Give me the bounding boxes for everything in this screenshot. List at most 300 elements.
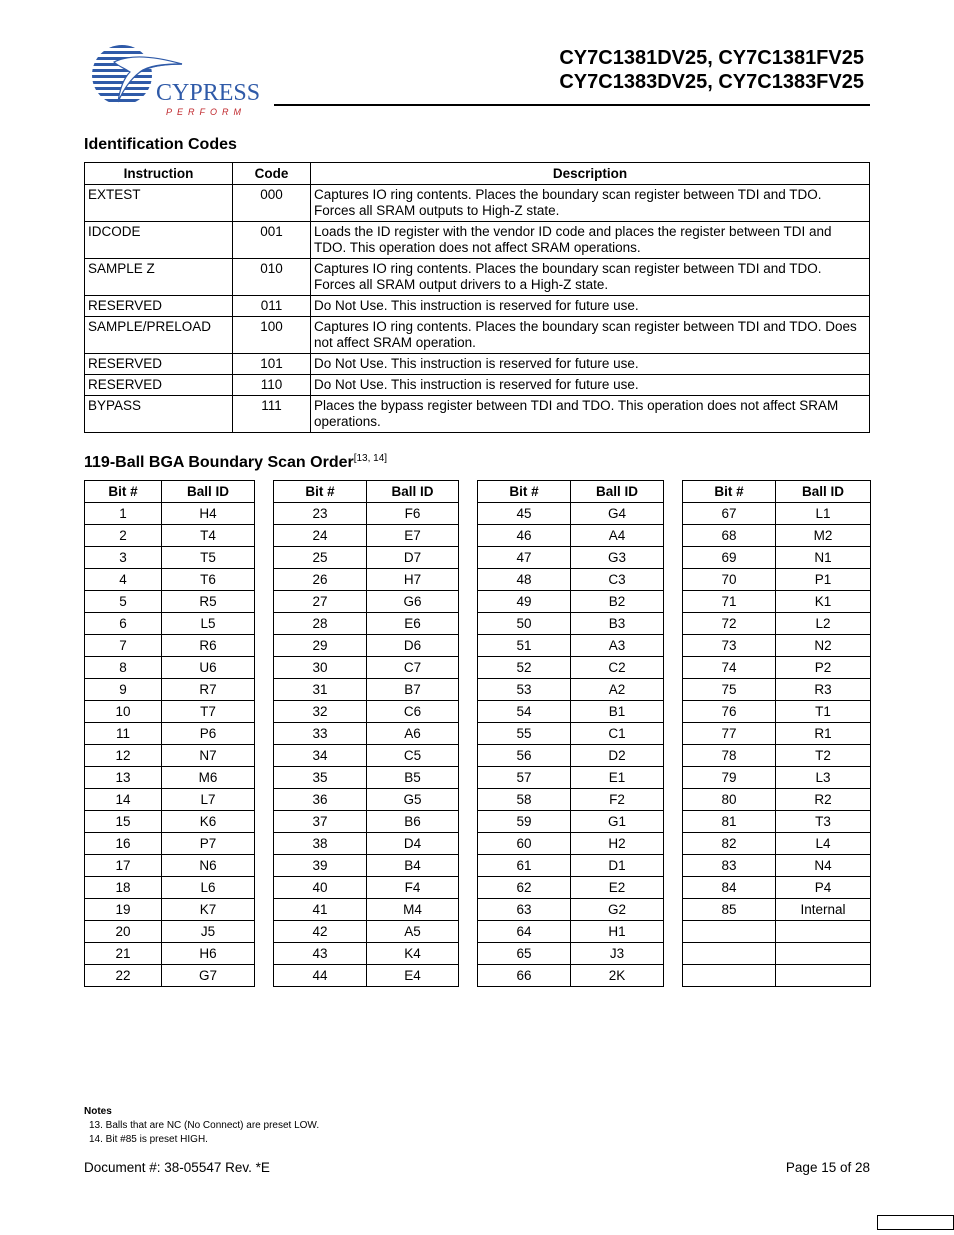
ball-id-cell [776, 943, 871, 965]
boundary-scan-table-3 [477, 480, 664, 987]
ball-id-cell: T3 [776, 811, 871, 833]
table-row [683, 965, 871, 987]
bit-cell: 55 [478, 723, 571, 745]
table-row [683, 855, 871, 877]
ball-id-cell [776, 965, 871, 987]
ball-id-cell: L3 [776, 767, 871, 789]
table-row [478, 833, 664, 855]
ball-id-cell: P1 [776, 569, 871, 591]
ball-id-cell: C2 [571, 657, 664, 679]
table-row [85, 296, 870, 317]
bit-cell: 16 [85, 833, 162, 855]
bit-cell: 48 [478, 569, 571, 591]
table-row [274, 569, 459, 591]
bit-cell: 49 [478, 591, 571, 613]
bit-cell: 38 [274, 833, 367, 855]
table-row [478, 701, 664, 723]
table-row [85, 657, 255, 679]
bit-cell: 71 [683, 591, 776, 613]
description-cell: Places the bypass register between TDI and TDO. This operation does not affect SRAM operations. [311, 396, 870, 433]
table-row [683, 745, 871, 767]
bit-cell: 30 [274, 657, 367, 679]
code-cell: 010 [233, 259, 311, 296]
ball-id-cell: R1 [776, 723, 871, 745]
bit-cell: 40 [274, 877, 367, 899]
ball-id-cell: M2 [776, 525, 871, 547]
bit-cell: 42 [274, 921, 367, 943]
table-row [478, 591, 664, 613]
table-row [683, 591, 871, 613]
ball-id-cell: R6 [162, 635, 255, 657]
bit-cell [683, 921, 776, 943]
ball-id-cell: R5 [162, 591, 255, 613]
bit-cell: 1 [85, 503, 162, 525]
bit-cell: 23 [274, 503, 367, 525]
cypress-logo [84, 44, 274, 118]
code-cell: 110 [233, 375, 311, 396]
ball-id-cell: R7 [162, 679, 255, 701]
bit-cell: 70 [683, 569, 776, 591]
table-row [478, 943, 664, 965]
table-row [478, 679, 664, 701]
bit-cell: 11 [85, 723, 162, 745]
table-row [274, 591, 459, 613]
instruction-cell: BYPASS [85, 396, 233, 433]
ball-id-cell: F4 [367, 877, 459, 899]
ball-id-cell: N1 [776, 547, 871, 569]
bit-cell: 5 [85, 591, 162, 613]
ball-id-cell: H4 [162, 503, 255, 525]
description-cell: Do Not Use. This instruction is reserved for future use. [311, 354, 870, 375]
table-row [85, 723, 255, 745]
table-row [683, 723, 871, 745]
table-header-row [274, 481, 459, 503]
table-row [683, 877, 871, 899]
bit-cell: 34 [274, 745, 367, 767]
code-cell: 111 [233, 396, 311, 433]
ball-id-cell: P4 [776, 877, 871, 899]
table-row [85, 833, 255, 855]
ball-id-cell: G5 [367, 789, 459, 811]
table-row [683, 833, 871, 855]
code-cell: 101 [233, 354, 311, 375]
bit-cell: 9 [85, 679, 162, 701]
col-ball-id: Ball ID [367, 481, 459, 503]
bit-cell: 47 [478, 547, 571, 569]
ball-id-cell: K4 [367, 943, 459, 965]
description-cell: Loads the ID register with the vendor ID code and places the register between TDI and TDO. This operation does not affect SRAM operations. [311, 222, 870, 259]
table-row [85, 547, 255, 569]
ball-id-cell: E2 [571, 877, 664, 899]
bit-cell: 79 [683, 767, 776, 789]
col-bit: Bit # [683, 481, 776, 503]
bit-cell: 68 [683, 525, 776, 547]
bit-cell: 24 [274, 525, 367, 547]
ball-id-cell: C3 [571, 569, 664, 591]
ball-id-cell: G1 [571, 811, 664, 833]
description-cell: Captures IO ring contents. Places the boundary scan register between TDI and TDO. Forces all SRAM output drivers to a High-Z state. [311, 259, 870, 296]
table-row [683, 767, 871, 789]
bit-cell: 56 [478, 745, 571, 767]
bit-cell: 83 [683, 855, 776, 877]
title-line-1: CY7C1381DV25, CY7C1381FV25 [559, 47, 864, 69]
boundary-scan-heading: 119-Ball BGA Boundary Scan Order[13, 14] [84, 453, 388, 471]
ball-id-cell: 2K [571, 965, 664, 987]
bit-cell: 10 [85, 701, 162, 723]
ball-id-cell: D1 [571, 855, 664, 877]
header-rule [274, 104, 870, 106]
bit-cell: 63 [478, 899, 571, 921]
table-row [478, 745, 664, 767]
bit-cell: 33 [274, 723, 367, 745]
table-row [478, 723, 664, 745]
bit-cell: 65 [478, 943, 571, 965]
table-row [274, 657, 459, 679]
bit-cell: 59 [478, 811, 571, 833]
bit-cell: 69 [683, 547, 776, 569]
ball-id-cell: H2 [571, 833, 664, 855]
table-row [85, 375, 870, 396]
footnote-refs: [13, 14] [353, 453, 388, 464]
col-instruction: Instruction [85, 163, 233, 185]
instruction-cell: IDCODE [85, 222, 233, 259]
table-row [478, 547, 664, 569]
bit-cell: 39 [274, 855, 367, 877]
bit-cell: 6 [85, 613, 162, 635]
table-row [683, 569, 871, 591]
ball-id-cell: B4 [367, 855, 459, 877]
bit-cell: 57 [478, 767, 571, 789]
bit-cell: 52 [478, 657, 571, 679]
table-row [478, 657, 664, 679]
ball-id-cell: E6 [367, 613, 459, 635]
ball-id-cell: E7 [367, 525, 459, 547]
table-row [85, 811, 255, 833]
table-row [683, 613, 871, 635]
table-row [274, 547, 459, 569]
code-cell: 011 [233, 296, 311, 317]
table-row [683, 921, 871, 943]
identification-codes-heading: Identification Codes [84, 136, 237, 153]
ball-id-cell: T7 [162, 701, 255, 723]
bit-cell: 78 [683, 745, 776, 767]
bit-cell: 80 [683, 789, 776, 811]
bit-cell: 13 [85, 767, 162, 789]
table-row [683, 899, 871, 921]
ball-id-cell: H7 [367, 569, 459, 591]
bit-cell: 85 [683, 899, 776, 921]
table-row [85, 701, 255, 723]
table-row [683, 525, 871, 547]
bit-cell: 54 [478, 701, 571, 723]
ball-id-cell: T4 [162, 525, 255, 547]
ball-id-cell: H6 [162, 943, 255, 965]
ball-id-cell: C6 [367, 701, 459, 723]
ball-id-cell: C7 [367, 657, 459, 679]
ball-id-cell: L4 [776, 833, 871, 855]
ball-id-cell: C1 [571, 723, 664, 745]
table-row [683, 547, 871, 569]
table-row [683, 943, 871, 965]
ball-id-cell: A4 [571, 525, 664, 547]
ball-id-cell: P6 [162, 723, 255, 745]
bit-cell: 17 [85, 855, 162, 877]
table-row [683, 701, 871, 723]
ball-id-cell: Internal [776, 899, 871, 921]
table-row [85, 259, 870, 296]
description-cell: Captures IO ring contents. Places the boundary scan register between TDI and TDO. Does not affect SRAM operation. [311, 317, 870, 354]
table-row [478, 811, 664, 833]
table-row [85, 767, 255, 789]
bit-cell: 29 [274, 635, 367, 657]
ball-id-cell: G7 [162, 965, 255, 987]
table-row [85, 525, 255, 547]
bit-cell: 35 [274, 767, 367, 789]
instruction-cell: RESERVED [85, 354, 233, 375]
bit-cell: 74 [683, 657, 776, 679]
page-number: Page 15 of 28 [785, 1160, 870, 1175]
bit-cell: 25 [274, 547, 367, 569]
ball-id-cell: D7 [367, 547, 459, 569]
ball-id-cell [776, 921, 871, 943]
ball-id-cell: B7 [367, 679, 459, 701]
bit-cell: 2 [85, 525, 162, 547]
ball-id-cell: L6 [162, 877, 255, 899]
table-row [85, 569, 255, 591]
table-row [274, 503, 459, 525]
ball-id-cell: G6 [367, 591, 459, 613]
code-cell: 100 [233, 317, 311, 354]
bit-cell: 46 [478, 525, 571, 547]
ball-id-cell: N6 [162, 855, 255, 877]
svg-text:PERFORM: PERFORM [166, 107, 246, 117]
ball-id-cell: T2 [776, 745, 871, 767]
bit-cell: 26 [274, 569, 367, 591]
ball-id-cell: K7 [162, 899, 255, 921]
table-row [478, 525, 664, 547]
col-ball-id: Ball ID [776, 481, 871, 503]
table-row [85, 921, 255, 943]
ball-id-cell: U6 [162, 657, 255, 679]
bit-cell: 60 [478, 833, 571, 855]
table-row [85, 745, 255, 767]
bit-cell: 32 [274, 701, 367, 723]
bit-cell [683, 965, 776, 987]
bit-cell: 20 [85, 921, 162, 943]
ball-id-cell: D4 [367, 833, 459, 855]
ball-id-cell: B3 [571, 613, 664, 635]
ball-id-cell: P7 [162, 833, 255, 855]
table-header-row [683, 481, 871, 503]
table-row [478, 899, 664, 921]
ball-id-cell: D2 [571, 745, 664, 767]
feedback-box[interactable] [877, 1215, 954, 1230]
table-row [683, 657, 871, 679]
bit-cell: 27 [274, 591, 367, 613]
bit-cell: 3 [85, 547, 162, 569]
table-row [478, 613, 664, 635]
table-row [274, 855, 459, 877]
table-row [478, 855, 664, 877]
table-row [274, 767, 459, 789]
ball-id-cell: B6 [367, 811, 459, 833]
boundary-scan-table-2 [273, 480, 459, 987]
table-header-row [85, 481, 255, 503]
bit-cell: 73 [683, 635, 776, 657]
ball-id-cell: C5 [367, 745, 459, 767]
col-description: Description [311, 163, 870, 185]
table-row [274, 613, 459, 635]
table-row [274, 745, 459, 767]
bit-cell: 75 [683, 679, 776, 701]
col-bit: Bit # [478, 481, 571, 503]
bit-cell: 62 [478, 877, 571, 899]
bit-cell: 22 [85, 965, 162, 987]
ball-id-cell: R3 [776, 679, 871, 701]
ball-id-cell: F6 [367, 503, 459, 525]
ball-id-cell: D6 [367, 635, 459, 657]
table-row [274, 723, 459, 745]
table-row [274, 943, 459, 965]
bit-cell: 15 [85, 811, 162, 833]
note-14: 14. Bit #85 is preset HIGH. [89, 1134, 208, 1145]
ball-id-cell: H1 [571, 921, 664, 943]
table-row [85, 789, 255, 811]
instruction-cell: SAMPLE/PRELOAD [85, 317, 233, 354]
table-row [274, 679, 459, 701]
bit-cell: 53 [478, 679, 571, 701]
table-row [85, 185, 870, 222]
footnotes [84, 1105, 319, 1147]
note-13: 13. Balls that are NC (No Connect) are preset LOW. [89, 1120, 320, 1131]
ball-id-cell: K6 [162, 811, 255, 833]
table-row [274, 833, 459, 855]
ball-id-cell: B1 [571, 701, 664, 723]
ball-id-cell: B5 [367, 767, 459, 789]
col-ball-id: Ball ID [162, 481, 255, 503]
ball-id-cell: L5 [162, 613, 255, 635]
col-bit: Bit # [85, 481, 162, 503]
ball-id-cell: A2 [571, 679, 664, 701]
bit-cell: 28 [274, 613, 367, 635]
table-row [85, 354, 870, 375]
bit-cell: 31 [274, 679, 367, 701]
table-row [274, 701, 459, 723]
table-row [683, 503, 871, 525]
instruction-cell: RESERVED [85, 375, 233, 396]
table-row [85, 679, 255, 701]
description-cell: Do Not Use. This instruction is reserved for future use. [311, 375, 870, 396]
identification-codes-table [84, 162, 870, 433]
bit-cell: 21 [85, 943, 162, 965]
table-row [85, 396, 870, 433]
table-row [85, 503, 255, 525]
table-header-row [478, 481, 664, 503]
table-row [274, 635, 459, 657]
bit-cell: 12 [85, 745, 162, 767]
instruction-cell: SAMPLE Z [85, 259, 233, 296]
ball-id-cell: T5 [162, 547, 255, 569]
bit-cell: 50 [478, 613, 571, 635]
description-cell: Captures IO ring contents. Places the boundary scan register between TDI and TDO. Forces all SRAM outputs to High-Z state. [311, 185, 870, 222]
col-bit: Bit # [274, 481, 367, 503]
boundary-scan-table-1 [84, 480, 255, 987]
instruction-cell: EXTEST [85, 185, 233, 222]
ball-id-cell: G2 [571, 899, 664, 921]
table-row [274, 789, 459, 811]
ball-id-cell: M6 [162, 767, 255, 789]
bit-cell: 58 [478, 789, 571, 811]
table-row [683, 635, 871, 657]
ball-id-cell: B2 [571, 591, 664, 613]
bit-cell: 43 [274, 943, 367, 965]
ball-id-cell: E4 [367, 965, 459, 987]
ball-id-cell: G4 [571, 503, 664, 525]
table-row [478, 965, 664, 987]
bit-cell: 64 [478, 921, 571, 943]
table-row [683, 679, 871, 701]
ball-id-cell: L7 [162, 789, 255, 811]
bit-cell: 51 [478, 635, 571, 657]
ball-id-cell: K1 [776, 591, 871, 613]
bit-cell: 72 [683, 613, 776, 635]
table-row [478, 877, 664, 899]
cypress-globe-icon [84, 44, 274, 118]
table-row [85, 317, 870, 354]
table-row [478, 921, 664, 943]
instruction-cell: RESERVED [85, 296, 233, 317]
table-row [478, 767, 664, 789]
table-row [274, 899, 459, 921]
table-row [85, 635, 255, 657]
document-number: Document #: 38-05547 Rev. *E [84, 1160, 270, 1175]
bit-cell: 19 [85, 899, 162, 921]
table-row [85, 591, 255, 613]
description-cell: Do Not Use. This instruction is reserved for future use. [311, 296, 870, 317]
title-line-2: CY7C1383DV25, CY7C1383FV25 [559, 71, 864, 93]
bit-cell: 66 [478, 965, 571, 987]
table-row [683, 811, 871, 833]
ball-id-cell: L2 [776, 613, 871, 635]
ball-id-cell: G3 [571, 547, 664, 569]
bit-cell: 45 [478, 503, 571, 525]
ball-id-cell: T6 [162, 569, 255, 591]
ball-id-cell: J5 [162, 921, 255, 943]
ball-id-cell: A6 [367, 723, 459, 745]
bit-cell: 37 [274, 811, 367, 833]
bit-cell: 14 [85, 789, 162, 811]
table-row [478, 635, 664, 657]
table-header-row [85, 163, 870, 185]
boundary-scan-table-4 [682, 480, 871, 987]
table-row [478, 789, 664, 811]
ball-id-cell: A3 [571, 635, 664, 657]
ball-id-cell: L1 [776, 503, 871, 525]
bit-cell [683, 943, 776, 965]
ball-id-cell: F2 [571, 789, 664, 811]
table-row [478, 569, 664, 591]
ball-id-cell: N2 [776, 635, 871, 657]
table-row [85, 613, 255, 635]
bit-cell: 81 [683, 811, 776, 833]
col-ball-id: Ball ID [571, 481, 664, 503]
bit-cell: 8 [85, 657, 162, 679]
bit-cell: 67 [683, 503, 776, 525]
ball-id-cell: R2 [776, 789, 871, 811]
table-row [274, 921, 459, 943]
col-code: Code [233, 163, 311, 185]
bit-cell: 61 [478, 855, 571, 877]
